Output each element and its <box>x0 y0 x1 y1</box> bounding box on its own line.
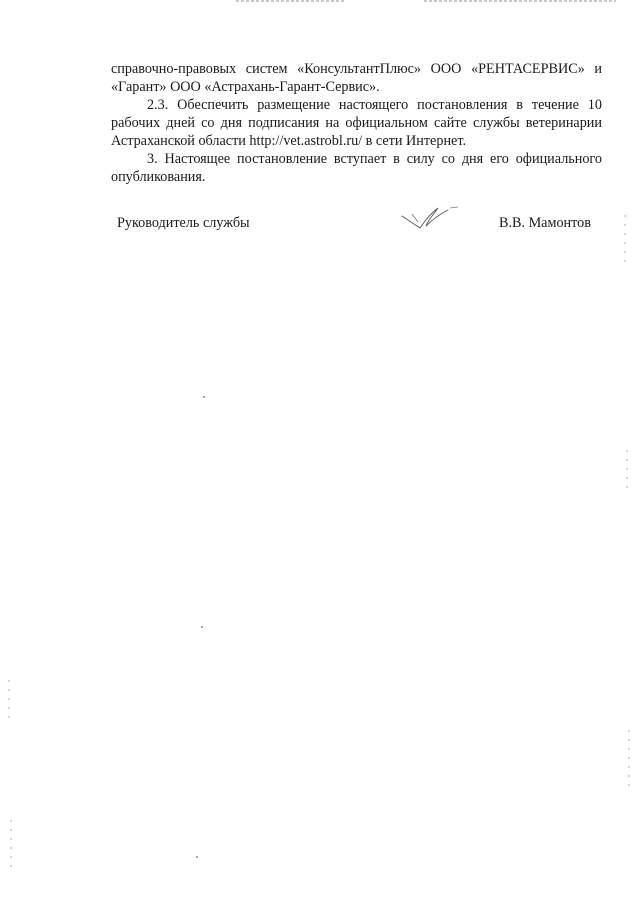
document-body <box>111 60 602 186</box>
signatory-role: Руководитель службы <box>117 215 250 231</box>
scan-artifact-line <box>424 0 616 2</box>
scan-speck <box>201 626 203 628</box>
signature-block <box>0 214 640 236</box>
scan-edge-noise <box>626 450 628 490</box>
handwritten-signature <box>398 202 468 236</box>
scan-edge-noise <box>628 730 630 790</box>
scan-edge-noise <box>10 820 12 870</box>
paragraph-3: 3. Настоящее постановление вступает в силу со дня его официального опубликования. <box>111 151 602 185</box>
signatory-name: В.В. Мамонтов <box>499 215 591 231</box>
scan-artifact-line <box>236 0 346 2</box>
scan-speck <box>203 396 205 398</box>
paragraph-2-3: 2.3. Обеспечить размещение настоящего постановления в течение 10 рабочих дней со дня подписания на официальном сайте службы ветеринарии Астраханской области http://vet.astrobl.ru/ в сети Интернет. <box>111 97 602 149</box>
scan-edge-noise <box>8 680 10 720</box>
scan-edge-noise <box>624 215 626 265</box>
paragraph-continuation: справочно-правовых систем «КонсультантПлюс» ООО «РЕНТАСЕРВИС» и «Гарант» ООО «Астрахань-Гарант-Сервис». <box>111 61 602 95</box>
scan-speck <box>196 856 198 858</box>
